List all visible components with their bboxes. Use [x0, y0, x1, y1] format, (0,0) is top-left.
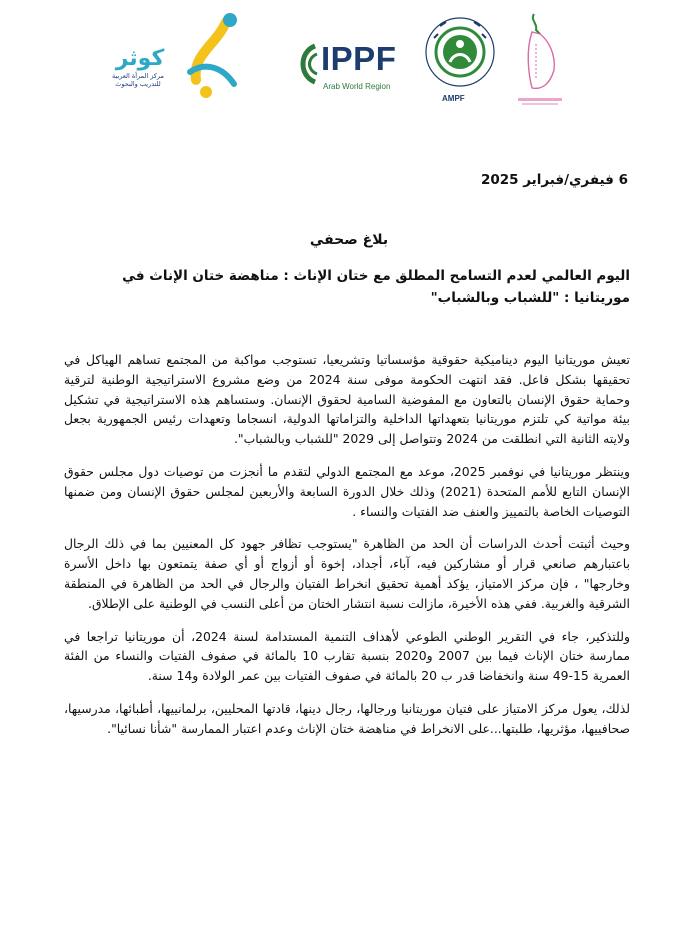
ampf-logo-abbr: AMPF: [442, 94, 465, 103]
release-date: 6 فيفري/فبراير 2025: [481, 172, 628, 188]
kawthar-subtitle-line1: مركز المرأة العربية: [112, 72, 164, 80]
body-paragraph-4: وللتذكير، جاء في التقرير الوطني الطوعي لأهداف التنمية المستدامة لسنة 2024، أن موريتانيا تراجعا في ممارسة ختان الإناث فيما بين 2007 و2020 بنسبة تقارب 10 بالمائة في صفوف الفتيات والنساء من الفئة العمرية 15-49 سنة وانخفاضا قدر ب 20 بالمائة في صفوف الفتيات بين عمر الولادة و14 سنة.: [64, 628, 630, 684]
ippf-globe-icon: [295, 42, 321, 86]
press-release-headline: اليوم العالمي لعدم التسامح المطلق مع ختان الإناث : مناهضة ختان الإناث في موريتانيا : "للشباب وبالشباب": [122, 268, 630, 306]
kawthar-figure-icon: [186, 10, 240, 102]
ampf-logo: [420, 10, 500, 108]
kawthar-logo-subtitle: [88, 72, 188, 88]
pink-organization-logo: [512, 10, 568, 108]
kawthar-subtitle-line2: للتدريب والبحوث: [115, 80, 161, 88]
ippf-logo-name: IPPF: [321, 40, 397, 77]
body-paragraph-2: وينتظر موريتانيا في نوفمبر 2025، موعد مع المجتمع الدولي لتقدم ما أنجزت من توصيات دول مجلس حقوق الإنسان التابع للأمم المتحدة (2021) وذلك خلال الدورة السابعة والأربعين لمجلس حقوق الإنسان ومن ضمنها التوصيات الخاصة بالتمييز والعنف ضد الفتيات والنساء .: [64, 463, 630, 519]
press-release-body: [64, 350, 630, 752]
body-paragraph-3: وحيث أثبتت أحدث الدراسات أن الحد من الظاهرة "يستوجب تظافر جهود كل المعنيين بما في ذلك الرجال باعتبارهم صانعي قرار أو مشاركين فيه، آباء، أجداد، إخوة أو أزواج أو أي صفة يتمتعون بها داخل الأسرة وخارجها" ، فإن مركز الامتياز، يؤكد أهمية تحقيق انخراط الفتيان والرجال في الحد من الظاهرة في المنطقة الشرقية والغربية. ففي هذه الأخيرة، مازالت نسبة انتشار الختان من أعلى النسب في الوطنية على الإطلاق.: [64, 536, 630, 611]
pink-figure-icon: [512, 10, 568, 108]
kawthar-logo-name: كوثر: [115, 46, 165, 71]
ampf-emblem-icon: [420, 10, 500, 96]
kawthar-logo: [88, 10, 240, 102]
ippf-logo: [295, 40, 405, 100]
logo-bar: [0, 0, 698, 110]
body-paragraph-1: تعيش موريتانيا اليوم ديناميكية حقوقية مؤسساتيا وتشريعيا، تستوجب مواكبة من المجتمع تساهم الهياكل في تحقيقها بشكل فاعل. فقد انتهت الحكومة موفى سنة 2024 من وضع مشروع الاستراتيجية الوطنية لترقية وحماية حقوق الإنسان بالتعاون مع المفوضية السامية لحقوق الإنسان. وستساهم هذه الاستراتيجية في تشكيل بيئة مواتية كي تلتزم موريتانيا بتعهداتها الداخلية والتزاماتها الدولية، انسجاما وتعهدات رئيس الجمهورية بجعل ولايته الثانية التي انطلقت من 2024 وتتواصل إلى 2029 "للشباب وبالشباب".: [64, 352, 630, 447]
document-type-heading: بلاغ صحفي: [309, 232, 389, 248]
ippf-logo-region: Arab World Region: [323, 82, 391, 91]
body-paragraph-5: لذلك، يعول مركز الامتياز على فتيان موريتانيا ورجالها، رجال دينها، قادتها المحليين، برلمانييها، أطبائها، مدرسيها، صحافييها، مؤثريها، طلبتها...على الانخراط في مناهضة ختان الإناث وعدم اعتبار الممارسة "شأنا نسائيا".: [64, 700, 630, 736]
